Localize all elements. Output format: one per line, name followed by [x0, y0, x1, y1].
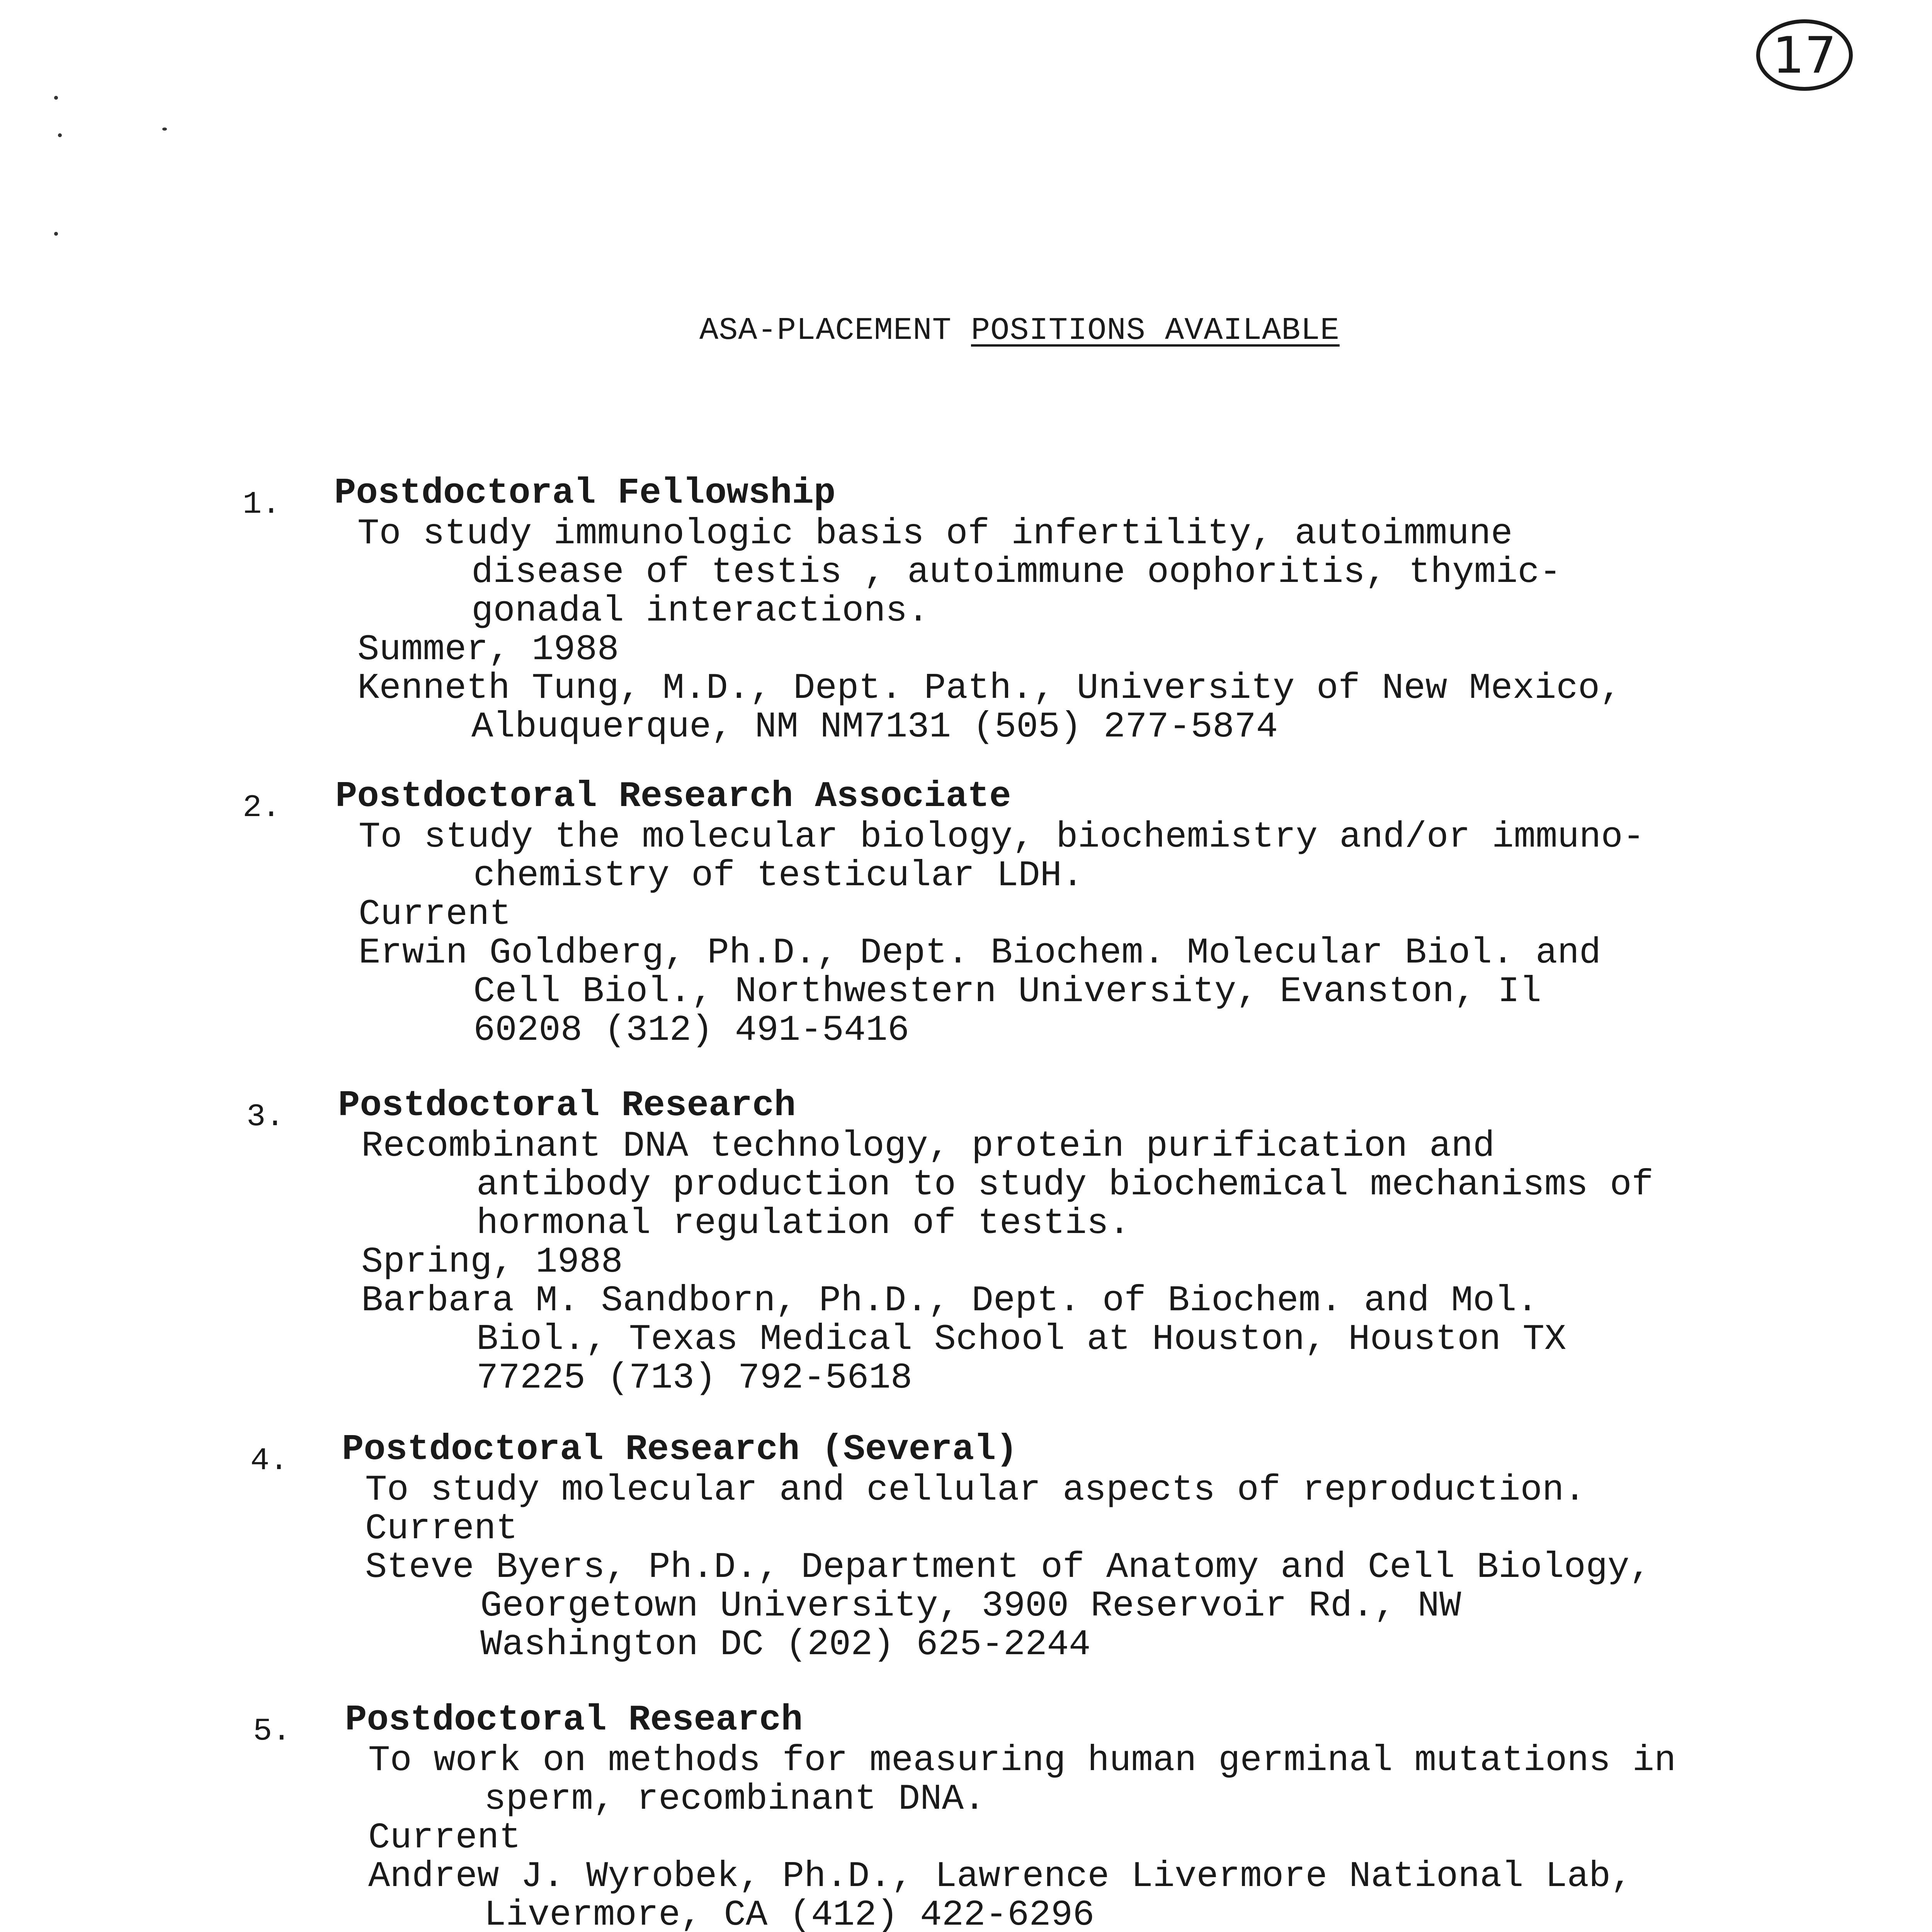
listing-title: Postdoctoral Research (Several)	[342, 1429, 1018, 1470]
listing-start: Current	[365, 1509, 518, 1549]
listing-contact-line: Erwin Goldberg, Ph.D., Dept. Biochem. Molecular Biol. and	[359, 933, 1601, 974]
listing-title: Postdoctoral Research	[345, 1700, 803, 1741]
listing-number: 4.	[250, 1443, 289, 1479]
listing-start: Spring, 1988	[361, 1242, 623, 1283]
page-heading	[699, 315, 1340, 347]
listing-description-line: To study molecular and cellular aspects of reproduction.	[365, 1470, 1586, 1511]
listing-contact-line: Biol., Texas Medical School at Houston, Houston TX	[476, 1319, 1566, 1360]
listing-title: Postdoctoral Research Associate	[335, 776, 1011, 817]
listing-contact-line: 77225 (713) 792-5618	[476, 1358, 913, 1399]
listing-start: Current	[368, 1818, 521, 1859]
listing-description-line: hormonal regulation of testis.	[476, 1203, 1131, 1244]
listing-number: 2.	[243, 790, 281, 826]
listing-start: Summer, 1988	[357, 629, 619, 670]
listing-contact-line: 60208 (312) 491-5416	[473, 1010, 910, 1051]
listing-description-line: To study immunologic basis of infertility, autoimmune	[357, 514, 1513, 554]
scan-speck	[54, 232, 58, 236]
listing-title: Postdoctoral Research	[338, 1085, 796, 1126]
listing-number: 1.	[243, 486, 281, 522]
listing-contact-line: Barbara M. Sandborn, Ph.D., Dept. of Biochem. and Mol.	[361, 1281, 1539, 1321]
listing-contact-line: Albuquerque, NM NM7131 (505) 277-5874	[471, 707, 1278, 748]
listing-description-line: To work on methods for measuring human germinal mutations in	[368, 1740, 1676, 1781]
listing-description-line: sperm, recombinant DNA.	[484, 1779, 986, 1820]
listing-contact-line: Steve Byers, Ph.D., Department of Anatomy and Cell Biology,	[365, 1547, 1651, 1588]
scan-speck	[58, 133, 62, 137]
listing-contact-line: Cell Biol., Northwestern University, Evanston, Il	[473, 971, 1542, 1012]
scan-speck	[54, 96, 58, 100]
listing-contact-line: Georgetown University, 3900 Reservoir Rd., NW	[480, 1586, 1461, 1627]
listing-number: 5.	[253, 1713, 291, 1749]
listing-description-line: antibody production to study biochemical mechanisms of	[476, 1165, 1654, 1206]
listing-contact-line: Livermore, CA (412) 422-6296	[484, 1895, 1095, 1932]
listing-description-line: To study the molecular biology, biochemistry and/or immuno-	[359, 817, 1645, 858]
heading-underlined: POSITIONS AVAILABLE	[971, 313, 1340, 349]
listing-number: 3.	[247, 1099, 285, 1135]
listing-contact-line: Washington DC (202) 625-2244	[480, 1624, 1091, 1665]
handwritten-page-number	[1756, 19, 1853, 91]
listing-description-line: Recombinant DNA technology, protein purification and	[361, 1126, 1495, 1167]
listing-contact-line: Andrew J. Wyrobek, Ph.D., Lawrence Livermore National Lab,	[368, 1856, 1633, 1897]
listing-description-line: gonadal interactions.	[471, 591, 929, 632]
page-number-text: 17	[1772, 26, 1837, 85]
listing-contact-line: Kenneth Tung, M.D., Dept. Path., University of New Mexico,	[357, 668, 1622, 709]
listing-description-line: disease of testis , autoimmune oophoritis, thymic-	[471, 552, 1561, 593]
heading-prefix: ASA-PLACEMENT	[699, 313, 952, 349]
scan-speck	[162, 128, 167, 131]
listing-description-line: chemistry of testicular LDH.	[473, 855, 1084, 896]
listing-title: Postdoctoral Fellowship	[334, 473, 836, 514]
listing-start: Current	[359, 894, 511, 935]
